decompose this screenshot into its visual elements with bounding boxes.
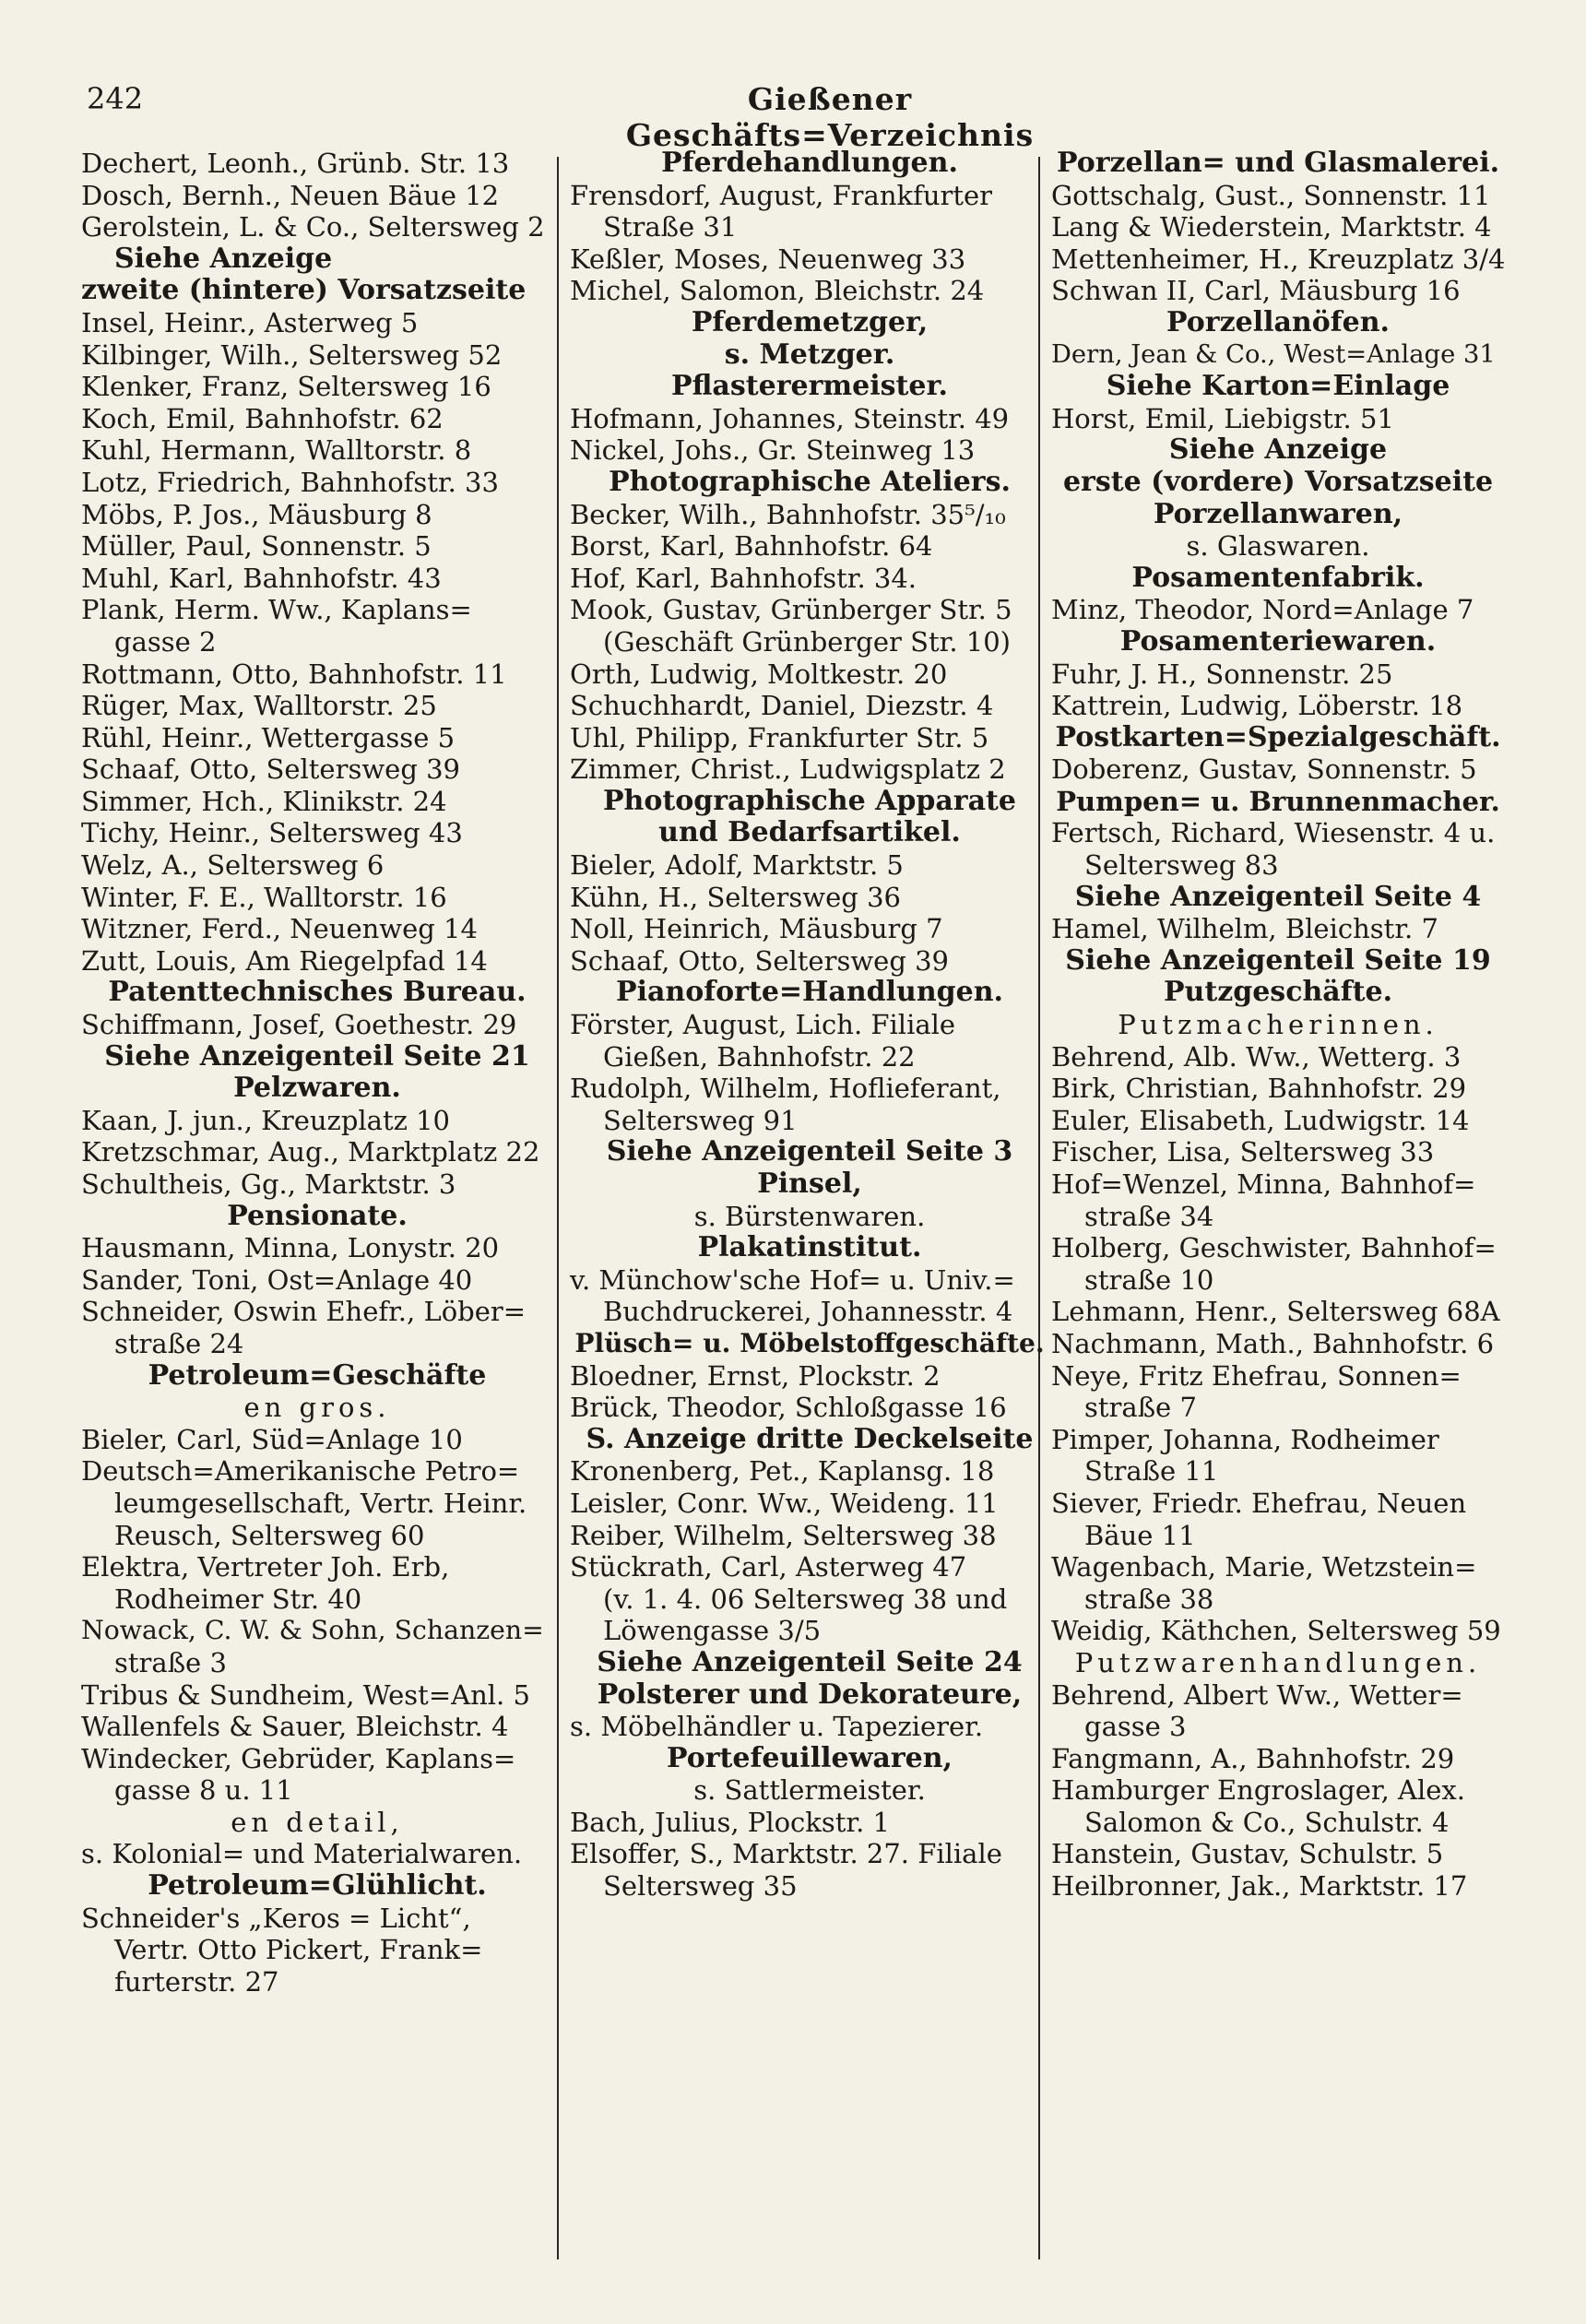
- directory-entry-line: Wagenbach, Marie, Wetzstein=: [1051, 1551, 1477, 1583]
- directory-entry-line: Witzner, Ferd., Neuenweg 14: [81, 913, 478, 945]
- column-middle: [570, 148, 1049, 1903]
- category-heading: Portefeuillewaren,: [666, 1741, 953, 1774]
- directory-entry-line: Fertsch, Richard, Wiesenstr. 4 u.: [1051, 817, 1496, 849]
- category-heading: Porzellan= und Glasmalerei.: [1056, 147, 1500, 179]
- category-heading: Porzellanöfen.: [1166, 305, 1390, 338]
- directory-entry-line: Noll, Heinrich, Mäusburg 7: [570, 913, 943, 945]
- category-heading: Putzgeschäfte.: [1163, 976, 1393, 1009]
- directory-entry-line: Holberg, Geschwister, Bahnhof=: [1051, 1232, 1497, 1264]
- directory-entry-line: Förster, August, Lich. Filiale: [570, 1009, 956, 1041]
- directory-entry-line: Dechert, Leonh., Grünb. Str. 13: [81, 148, 510, 179]
- directory-entry-line: Seltersweg 91: [603, 1104, 798, 1136]
- subcategory-label: Putzmacherinnen.: [1118, 1009, 1438, 1041]
- directory-entry-line: leumgesellschaft, Vertr. Heinr.: [114, 1487, 527, 1519]
- directory-entry-line: s. Möbelhändler u. Tapezierer.: [570, 1711, 984, 1743]
- category-heading: Posamentenfabrik.: [1131, 561, 1425, 594]
- directory-entry-line: gasse 3: [1084, 1711, 1187, 1743]
- directory-entry-line: Schneider, Oswin Ehefr., Löber=: [81, 1296, 527, 1328]
- directory-entry-line: Straße 31: [603, 211, 738, 243]
- cross-reference: s. Glaswaren.: [1186, 530, 1370, 563]
- directory-entry-line: Schwan II, Carl, Mäusburg 16: [1051, 275, 1461, 307]
- directory-entry-line: Rodheimer Str. 40: [114, 1583, 362, 1615]
- directory-entry-line: v. Münchow'sche Hof= u. Univ.=: [570, 1263, 1015, 1296]
- directory-entry-line: Michel, Salomon, Bleichstr. 24: [570, 275, 985, 307]
- advert-note: Siehe Anzeigenteil Seite 19: [1065, 943, 1491, 977]
- advert-note: Siehe Anzeigenteil Seite 4: [1074, 880, 1482, 913]
- directory-entry-line: Seltersweg 35: [603, 1870, 798, 1903]
- directory-entry-line: Kühn, H., Seltersweg 36: [570, 881, 901, 913]
- advert-note: S. Anzeige dritte Deckelseite: [586, 1422, 1034, 1455]
- directory-entry-line: Möbs, P. Jos., Mäusburg 8: [81, 498, 432, 530]
- directory-entry-line: Rottmann, Otto, Bahnhofstr. 11: [81, 658, 507, 690]
- directory-entry-line: Schuchhardt, Daniel, Diezstr. 4: [570, 690, 994, 722]
- advert-note: erste (vordere) Vorsatzseite: [1062, 465, 1494, 498]
- running-title: Gießener Geschäfts=Verzeichnis: [625, 81, 1035, 153]
- cross-reference: s. Bürstenwaren.: [693, 1200, 926, 1232]
- directory-entry-line: Plank, Herm. Ww., Kaplans=: [81, 594, 472, 626]
- directory-entry-line: straße 7: [1084, 1392, 1197, 1424]
- directory-entry-line: Uhl, Philipp, Frankfurter Str. 5: [570, 721, 989, 753]
- directory-entry-line: straße 34: [1084, 1200, 1214, 1232]
- directory-entry-line: Elektra, Vertreter Joh. Erb,: [81, 1551, 450, 1583]
- directory-entry-line: Lang & Wiederstein, Marktstr. 4: [1051, 211, 1492, 243]
- directory-entry-line: Windecker, Gebrüder, Kaplans=: [81, 1742, 516, 1774]
- directory-entry-line: Pimper, Johanna, Rodheimer: [1051, 1423, 1439, 1455]
- directory-entry-line: Zutt, Louis, Am Riegelpfad 14: [81, 944, 488, 977]
- directory-entry-line: Winter, F. E., Walltorstr. 16: [81, 881, 447, 913]
- directory-entry-line: Birk, Christian, Bahnhofstr. 29: [1051, 1073, 1467, 1105]
- directory-entry-line: Neye, Fritz Ehefrau, Sonnen=: [1051, 1359, 1462, 1392]
- directory-entry-line: Hofmann, Johannes, Steinstr. 49: [570, 402, 1010, 434]
- directory-entry-line: Hausmann, Minna, Lonystr. 20: [81, 1232, 500, 1264]
- advert-note: Siehe Anzeigenteil Seite 21: [104, 1039, 530, 1073]
- directory-entry-line: gasse 8 u. 11: [114, 1774, 293, 1807]
- directory-entry-line: Elsoffer, S., Marktstr. 27. Filiale: [570, 1838, 1002, 1870]
- subcategory-label: en gros.: [243, 1392, 391, 1424]
- directory-entry-line: straße 38: [1084, 1583, 1214, 1615]
- directory-entry-line: Dosch, Bernh., Neuen Bäue 12: [81, 179, 500, 211]
- category-heading: Photographische Apparate: [602, 784, 1016, 817]
- directory-entry-line: Borst, Karl, Bahnhofstr. 64: [570, 530, 933, 563]
- directory-entry-line: Fischer, Lisa, Seltersweg 33: [1051, 1136, 1435, 1168]
- directory-entry-line: Bäue 11: [1084, 1519, 1196, 1551]
- category-heading: Porzellanwaren,: [1153, 497, 1403, 530]
- directory-entry-line: Lotz, Friedrich, Bahnhofstr. 33: [81, 466, 499, 498]
- advert-note: Siehe Anzeigenteil Seite 24: [597, 1645, 1023, 1678]
- directory-entry-line: Gießen, Bahnhofstr. 22: [603, 1040, 916, 1073]
- directory-entry-line: Minz, Theodor, Nord=Anlage 7: [1051, 594, 1474, 626]
- directory-entry-line: Schaaf, Otto, Seltersweg 39: [81, 753, 461, 786]
- directory-entry-line: Muhl, Karl, Bahnhofstr. 43: [81, 562, 442, 594]
- directory-entry-line: Frensdorf, August, Frankfurter: [570, 179, 993, 211]
- directory-entry-line: Kattrein, Ludwig, Löberstr. 18: [1051, 690, 1463, 722]
- page-header: [0, 0, 1586, 153]
- directory-entry-line: Siever, Friedr. Ehefrau, Neuen: [1051, 1487, 1467, 1519]
- directory-entry-line: Schiffmann, Josef, Goethestr. 29: [81, 1009, 517, 1041]
- category-heading: Pensionate.: [227, 1199, 408, 1232]
- directory-entry-line: Hamburger Engroslager, Alex.: [1051, 1774, 1465, 1807]
- category-heading: Patenttechnisches Bureau.: [108, 976, 527, 1009]
- advert-note: Siehe Anzeigenteil Seite 3: [606, 1135, 1013, 1168]
- directory-entry-line: Sander, Toni, Ost=Anlage 40: [81, 1263, 473, 1296]
- directory-entry-line: straße 24: [114, 1327, 244, 1359]
- category-heading: Photographische Ateliers.: [609, 465, 1011, 498]
- advert-note: s. Metzger.: [724, 338, 895, 371]
- category-heading: Pumpen= u. Brunnenmacher.: [1056, 785, 1500, 817]
- category-heading: Polsterer und Dekorateure,: [597, 1678, 1023, 1711]
- directory-entry-line: Deutsch=Amerikanische Petro=: [81, 1455, 520, 1488]
- directory-entry-line: Lehmann, Henr., Seltersweg 68A: [1051, 1296, 1500, 1328]
- directory-entry-line: Doberenz, Gustav, Sonnenstr. 5: [1051, 753, 1477, 786]
- directory-entry-line: Insel, Heinr., Asterweg 5: [81, 306, 419, 338]
- directory-entry-line: Dern, Jean & Co., West=Anlage 31: [1051, 339, 1496, 369]
- directory-entry-line: Heilbronner, Jak., Marktstr. 17: [1051, 1870, 1468, 1903]
- directory-entry-line: Gottschalg, Gust., Sonnenstr. 11: [1051, 179, 1491, 211]
- directory-entry-line: Klenker, Franz, Seltersweg 16: [81, 371, 491, 403]
- directory-entry-line: Seltersweg 83: [1084, 849, 1279, 882]
- category-heading: Posamenteriewaren.: [1119, 624, 1437, 658]
- category-heading: Petroleum=Glühlicht.: [148, 1869, 487, 1903]
- directory-entry-line: Welz, A., Seltersweg 6: [81, 849, 385, 882]
- directory-entry-line: Mook, Gustav, Grünberger Str. 5: [570, 594, 1012, 626]
- directory-entry-line: Fangmann, A., Bahnhofstr. 29: [1051, 1742, 1455, 1774]
- cross-reference: s. Sattlermeister.: [693, 1774, 926, 1807]
- directory-entry-line: Salomon & Co., Schulstr. 4: [1084, 1806, 1450, 1838]
- directory-entry-line: furterstr. 27: [114, 1965, 279, 1998]
- directory-entry-line: (Geschäft Grünberger Str. 10): [603, 625, 1011, 658]
- directory-entry-line: Buchdruckerei, Johannesstr. 4: [603, 1296, 1013, 1328]
- directory-entry-line: Schultheis, Gg., Marktstr. 3: [81, 1168, 456, 1200]
- advert-note: zweite (hintere) Vorsatzseite: [81, 274, 527, 307]
- directory-entry-line: Rüger, Max, Walltorstr. 25: [81, 690, 437, 722]
- directory-entry-line: Müller, Paul, Sonnenstr. 5: [81, 530, 432, 563]
- category-heading: Plakatinstitut.: [697, 1231, 922, 1264]
- directory-entry-line: Reusch, Seltersweg 60: [114, 1519, 425, 1551]
- advert-note: Siehe Anzeige: [114, 242, 333, 275]
- directory-entry-line: Rudolph, Wilhelm, Hoflieferant,: [570, 1073, 1001, 1105]
- directory-entry-line: Koch, Emil, Bahnhofstr. 62: [81, 402, 444, 434]
- category-heading: und Bedarfsartikel.: [658, 816, 961, 849]
- directory-entry-line: s. Kolonial= und Materialwaren.: [81, 1838, 523, 1870]
- category-heading: Pferdehandlungen.: [661, 147, 958, 179]
- directory-entry-line: straße 3: [114, 1646, 227, 1678]
- directory-entry-line: Wallenfels & Sauer, Bleichstr. 4: [81, 1711, 509, 1743]
- category-heading: Plüsch= u. Möbelstoffgeschäfte.: [574, 1327, 1045, 1358]
- subcategory-label: en detail,: [231, 1806, 404, 1838]
- directory-entry-line: Bloedner, Ernst, Plockstr. 2: [570, 1359, 941, 1392]
- directory-entry-line: Brück, Theodor, Schloßgasse 16: [570, 1392, 1007, 1424]
- directory-entry-line: Löwengasse 3/5: [603, 1615, 822, 1647]
- category-heading: Pinsel,: [757, 1168, 862, 1200]
- directory-entry-line: gasse 2: [114, 625, 217, 658]
- advert-note: Siehe Karton=Einlage: [1106, 370, 1450, 403]
- directory-entry-line: Gerolstein, L. & Co., Seltersweg 2: [81, 211, 545, 243]
- directory-entry-line: Bieler, Carl, Süd=Anlage 10: [81, 1423, 463, 1455]
- category-heading: Pferdemetzger,: [691, 305, 929, 338]
- column-rule: [557, 157, 559, 2259]
- directory-entry-line: Kronenberg, Pet., Kaplansg. 18: [570, 1455, 995, 1488]
- directory-entry-line: Rühl, Heinr., Wettergasse 5: [81, 721, 456, 753]
- page-number: 242: [87, 81, 144, 116]
- directory-entry-line: Hof, Karl, Bahnhofstr. 34.: [570, 562, 917, 594]
- directory-entry-line: Weidig, Käthchen, Seltersweg 59: [1051, 1615, 1501, 1647]
- directory-entry-line: Orth, Ludwig, Moltkestr. 20: [570, 658, 948, 690]
- directory-entry-line: Hanstein, Gustav, Schulstr. 5: [1051, 1838, 1444, 1870]
- column-left: [81, 148, 553, 1998]
- column-right: [1051, 148, 1505, 1903]
- directory-entry-line: Stückrath, Carl, Asterweg 47: [570, 1551, 967, 1583]
- category-heading: Pelzwaren.: [233, 1072, 401, 1105]
- directory-entry-line: Kaan, J. jun., Kreuzplatz 10: [81, 1104, 450, 1136]
- directory-entry-line: Behrend, Albert Ww., Wetter=: [1051, 1678, 1463, 1711]
- category-heading: Petroleum=Geschäfte: [148, 1358, 487, 1392]
- directory-entry-line: Fuhr, J. H., Sonnenstr. 25: [1051, 658, 1393, 690]
- directory-entry-line: Tribus & Sundheim, West=Anl. 5: [81, 1678, 530, 1711]
- directory-entry-line: Straße 11: [1084, 1455, 1219, 1488]
- directory-entry-line: straße 10: [1084, 1263, 1214, 1296]
- directory-entry-line: Schneider's „Keros = Licht“,: [81, 1902, 471, 1934]
- directory-entry-line: Simmer, Hch., Klinikstr. 24: [81, 785, 447, 817]
- directory-entry-line: Tichy, Heinr., Seltersweg 43: [81, 817, 463, 849]
- directory-entry-line: Bach, Julius, Plockstr. 1: [570, 1806, 890, 1838]
- category-heading: Pflasterermeister.: [671, 370, 948, 403]
- directory-entry-line: Nachmann, Math., Bahnhofstr. 6: [1051, 1327, 1495, 1359]
- directory-entry-line: Reiber, Wilhelm, Seltersweg 38: [570, 1519, 997, 1551]
- directory-entry-line: (v. 1. 4. 06 Seltersweg 38 und: [603, 1583, 1008, 1615]
- directory-entry-line: Vertr. Otto Pickert, Frank=: [114, 1934, 483, 1966]
- directory-entry-line: Schaaf, Otto, Seltersweg 39: [570, 944, 950, 977]
- directory-entry-line: Leisler, Conr. Ww., Weideng. 11: [570, 1487, 999, 1519]
- directory-entry-line: Kretzschmar, Aug., Marktplatz 22: [81, 1136, 540, 1168]
- directory-entry-line: Bieler, Adolf, Marktstr. 5: [570, 849, 904, 882]
- category-heading: Pianoforte=Handlungen.: [616, 976, 1003, 1009]
- directory-entry-line: Nowack, C. W. & Sohn, Schanzen=: [81, 1615, 544, 1646]
- directory-entry-line: Kuhl, Hermann, Walltorstr. 8: [81, 434, 472, 467]
- directory-entry-line: Hamel, Wilhelm, Bleichstr. 7: [1051, 913, 1438, 945]
- directory-entry-line: Mettenheimer, H., Kreuzplatz 3/4: [1051, 243, 1506, 275]
- category-heading: Postkarten=Spezialgeschäft.: [1055, 720, 1501, 753]
- directory-entry-line: Kilbinger, Wilh., Seltersweg 52: [81, 338, 503, 371]
- directory-entry-line: Zimmer, Christ., Ludwigsplatz 2: [570, 753, 1006, 786]
- advert-note: Siehe Anzeige: [1168, 433, 1388, 467]
- directory-entry-line: Nickel, Johs., Gr. Steinweg 13: [570, 434, 976, 467]
- directory-entry-line: Keßler, Moses, Neuenweg 33: [570, 243, 966, 275]
- directory-entry-line: Behrend, Alb. Ww., Wetterg. 3: [1051, 1040, 1462, 1073]
- directory-entry-line: Euler, Elisabeth, Ludwigstr. 14: [1051, 1104, 1470, 1136]
- directory-entry-line: Becker, Wilh., Bahnhofstr. 35⁵/₁₀: [570, 498, 1006, 530]
- directory-entry-line: Horst, Emil, Liebigstr. 51: [1051, 402, 1394, 434]
- directory-entry-line: Hof=Wenzel, Minna, Bahnhof=: [1051, 1168, 1476, 1200]
- subcategory-label: Putzwarenhandlungen.: [1074, 1646, 1482, 1678]
